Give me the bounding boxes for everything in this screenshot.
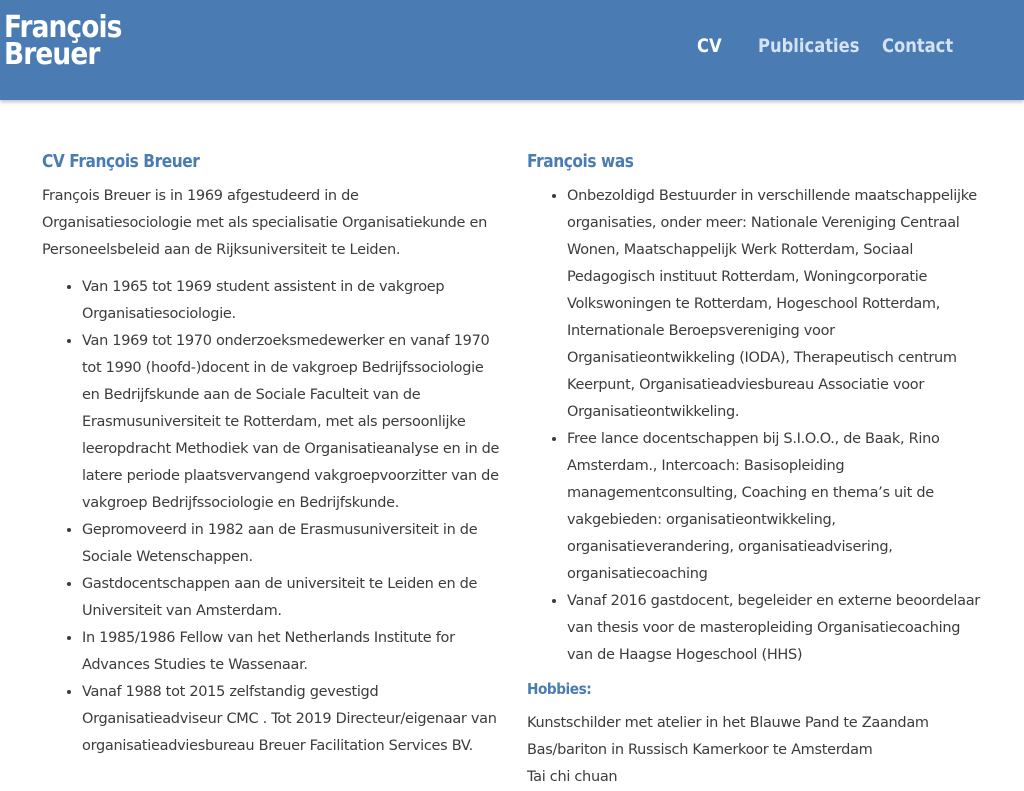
- list-item: • Free lance docentschappen bij S.I.O.O., de Baak, Rino Amsterdam., Intercoach: Basisopleiding managementconsulting, Coaching en thema’s uit de vakgebieden: organisatieontwikkeling, organisatieverandering, organisatieadvisering, organisatiecoaching: [567, 426, 987, 588]
- nav-contact[interactable]: Contact: [882, 35, 954, 57]
- list-item: • Gepromoveerd in 1982 aan de Erasmusuniversiteit in de Sociale Wetenschappen.: [82, 517, 502, 571]
- site-logo[interactable]: [4, 10, 122, 72]
- list-item: • Vanaf 1988 tot 2015 zelfstandig gevestigd Organisatieadviseur CMC . Tot 2019 Directeur/eigenaar van organisatieadviesbureau Breuer Facilitation Services BV.: [82, 679, 502, 760]
- hobbies-title: Hobbies:: [527, 680, 592, 698]
- list-item: • In 1985/1986 Fellow van het Netherlands Institute for Advances Studies te Wassenaar.: [82, 625, 502, 679]
- list-item: • Vanaf 2016 gastdocent, begeleider en externe beoordelaar van thesis voor de masteropleiding Organisatiecoaching van de Haagse Hogeschool (HHS): [567, 588, 987, 669]
- cv-list: [42, 274, 502, 760]
- logo-line-first: François: [4, 10, 122, 45]
- logo-line-last: Breuer: [4, 37, 100, 72]
- list-item: • Van 1965 tot 1969 student assistent in de vakgroep Organisatiesociologie.: [82, 274, 502, 328]
- nav-publicaties[interactable]: Publicaties: [758, 35, 860, 57]
- site-header: [0, 0, 1024, 100]
- francois-was-column: [527, 148, 987, 791]
- hobby-item: Kunstschilder met atelier in het Blauwe Pand te Zaandam: [527, 715, 929, 731]
- nav-cv[interactable]: CV: [697, 35, 722, 57]
- cv-title: CV François Breuer: [42, 152, 200, 172]
- list-item: • Onbezoldigd Bestuurder in verschillende maatschappelijke organisaties, onder meer: Nationale Vereniging Centraal Wonen, Maatschappelijk Werk Rotterdam, Sociaal Pedagogisch instituut Rotterdam, Woningcorporatie Volkswoningen te Rotterdam, Hogeschool Rotterdam, Internationale Beroepsvereniging voor Organisatieontwikkeling (IODA), Therapeutisch centrum Keerpunt, Organisatieadviesbureau Associatie voor Organisatieontwikkeling.: [567, 183, 987, 426]
- francois-was-list: [527, 183, 987, 669]
- hobby-item: Bas/bariton in Russisch Kamerkoor te Amsterdam: [527, 742, 873, 758]
- hobby-item: Tai chi chuan: [527, 769, 618, 785]
- cv-column: [42, 148, 502, 760]
- hobbies-list: [527, 710, 987, 791]
- list-item: • Van 1969 tot 1970 onderzoeksmedewerker en vanaf 1970 tot 1990 (hoofd-)docent in de vakgroep Bedrijfssociologie en Bedrijfskunde aan de Sociale Faculteit van de Erasmusuniversiteit te Rotterdam, met als persoonlijke leeropdracht Methodiek van de Organisatieanalyse en in de latere periode plaatsvervangend vakgroepvoorzitter van de vakgroep Bedrijfssociologie en Bedrijfskunde.: [82, 328, 502, 517]
- francois-was-title: François was: [527, 152, 634, 172]
- list-item: • Gastdocentschappen aan de universiteit te Leiden en de Universiteit van Amsterdam.: [82, 571, 502, 625]
- cv-intro: François Breuer is in 1969 afgestudeerd in de Organisatiesociologie met als specialisatie Organisatiekunde en Personeelsbeleid aan de Rijksuniversiteit te Leiden.: [42, 188, 487, 258]
